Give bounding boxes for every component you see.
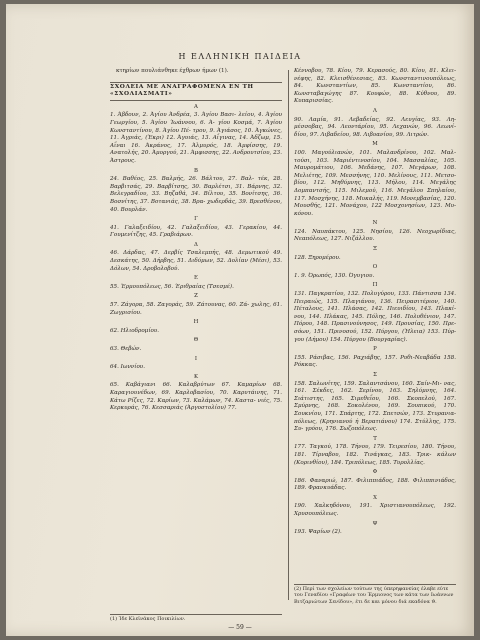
- group-entries: 63. Θεβών.: [110, 346, 142, 352]
- group-entries: 90. Λαμία, 91. Λεβαδείας, 92. Λευγίας, 93. Λη- μέσσοβας, 94. Λεοντάρίου, 95. Λεχανών, 96. Λεωνί- δίου, 97. Λιβαδείου, 98. Λιβυανίου, 99. Λιτρών.: [294, 116, 456, 138]
- group-entries: 1. Άβδουν, 2. Άγίου Άνδρέα, 3. Άγίου Βασι- λείου, 4. Άγίου Γεωργίου, 5. Άγίου Ίωάννου, 6. Ά- γίου Κοσμά, 7. Άγίου Κωνσταντίνου, 8. Άγίου Πέ- τρου, 9. Άγιάσος, 10. Άγκώνες, 11. Άγριάς, (Έκρι) 12. Άγυιάς, 13. Αΐγινας, 14. Άδζωμ, 15. Αΐναι 16. Άκράνος, 17. Άλμυρός, 18. Άμφίσσης, 19. Ανατολής, 20. Άμοργού, 21. Άμφισσης, 22. Ανδρουτσίου, 23. Άστρους.: [110, 112, 282, 164]
- group-entries: 55. Έρμουπόλεως, 56. Έριθραίας (Τσεσμέ).: [110, 283, 234, 290]
- running-header: Η ΕΛΛΗΝΙΚΗ ΠΑΙΔΕΙΑ: [178, 52, 302, 61]
- group-letter: Π: [372, 282, 378, 289]
- group-letter: Τ: [373, 435, 377, 442]
- group-letter: Ζ: [194, 293, 198, 300]
- group-alpha: [110, 104, 282, 166]
- group-psi: [294, 521, 456, 537]
- group-entries: 155. Ράσιβας, 156. Ραχιάβης, 157. Ρυθι-Νεαβάδα 158. Ρόκκας.: [294, 354, 456, 369]
- group-letter: Λ: [373, 107, 377, 114]
- footnote-left: (1) Ίδε Κλεϊνάκος Ποικιλίων.: [110, 614, 282, 622]
- group-entries: 64. Ιωννίου.: [110, 364, 145, 371]
- group-letter: Θ: [193, 337, 199, 344]
- group-omicron: [294, 264, 456, 280]
- group-letter: Χ: [373, 494, 377, 501]
- group-entries: 190. Χαλκηδόνου, 191. Χριστιανουπόλεως, 192. Χρυσουπόλεως.: [294, 503, 456, 518]
- group-lambda: [294, 108, 456, 139]
- intro-line-1: κτηρίων πουλιάνθηκε έχθρων ήμων (1).: [116, 68, 229, 74]
- group-theta: [110, 337, 282, 353]
- group-entries: 46. Δάρδας, 47. Δερβίς Τσαλεμπής, 48. Δεμωτικού 49. Δεσκάτης, 50. Δήρβης, 51. Διδύμων, 52. Δολίαν (Μέσι), 53. Δόλων, 54. Δροβολοβού.: [110, 250, 282, 272]
- group-letter: Η: [193, 319, 199, 326]
- group-kappa: [110, 374, 282, 413]
- group-letter: Ψ: [372, 520, 378, 527]
- group-sigma: [294, 372, 456, 434]
- group-entries: 57. Ζάγορα, 58. Ζαγοράς, 59. Ζάτουνας, 60. Ζά- χωλης, 61. Ζωγρισίου.: [110, 302, 282, 316]
- group-mu: [294, 141, 456, 218]
- left-column: [110, 68, 282, 414]
- group-eta: [110, 319, 282, 335]
- group-nu: [294, 220, 456, 244]
- group-entries: 1. 9. Όρωπός, 130. Όγυγιου.: [294, 272, 375, 279]
- group-letter: Ξ: [373, 246, 377, 253]
- group-tau: [294, 436, 456, 467]
- group-rho: [294, 346, 456, 370]
- group-letter: Ρ: [373, 346, 377, 353]
- section-title: ΣΧΟΛΕΙΑ ΜΕ ΑΝΑΓΡΑΦΟΜΕΝΑ ΕΝ ΤΗ «ΣΧΟΛΙΑΣΜΑΤΙ»: [110, 82, 282, 101]
- group-letter: Σ: [373, 371, 377, 378]
- group-chi: [294, 495, 456, 519]
- group-entries: 24. Βαθέος, 25. Βαλμής, 26. Βάλτου, 27. Βαλ- τέκ, 28. Βαρβιτσάς, 29. Βαρβίτσης, 30. Βαρλέτσι, 31. Βάρνης, 32. Βελεγραδίου, 33. Βηζαθά, 34. Βίλτου, 35. Βονίτσης, 36. Βοσνίτης, 37. Βοτανιάς, 38. Βρα- χωδερδάς, 39. Βρεσθένου, 40. Βουρλάν.: [110, 176, 282, 213]
- group-entries: 128. Ξηρομέρου.: [294, 254, 341, 261]
- group-letter: Γ: [194, 216, 198, 223]
- group-entries: 62. Ηλιοδρομίου.: [110, 327, 160, 334]
- group-entries: 65. Καβάγιανι 66. Καλαβρύτων 67. Καμαρίων 68. Καραγιουνέδων, 69. Καρλοβασίου, 70. Καρυτάινης, 71. Κάτω Ρίζες, 72. Καρίων, 73. Καλάμων, 74. Καστα- νιές, 75. Κερκυράς, 76. Κεσσαριάς (Άργοστολίου) 77.: [110, 382, 282, 412]
- right-column: [294, 68, 456, 538]
- group-entries: 177. Ταγκού, 178. Τήνου, 179. Τειρεσίου, 180. Τήνου, 181. Τίρναβου, 182. Τινάγκας, 183. Τρικ- κάλων (Κορινθίου), 184. Τριπόλεως, 185. Τυρολλίας.: [294, 444, 456, 466]
- group-entries: 186. Φαναριώ, 187. Φιλιππιάδος, 188. Φιλιππινιάδος, 189. Φρανκυάδας.: [294, 477, 456, 492]
- group-entries: 41. Γαλαξειδίου, 42. Γαλαξειδίου, 43. Γερακίου, 44. Γουμενίτζης, 45. Γραβιάρων.: [110, 224, 282, 239]
- column-divider: [288, 70, 289, 600]
- group-epsilon: [110, 275, 282, 291]
- group-letter: Ν: [372, 220, 378, 227]
- group-letter: Α: [194, 103, 198, 110]
- group-pi: [294, 282, 456, 344]
- group-delta: [110, 242, 282, 273]
- group-entries: 158. Σαλωνίτης, 159. Σαλαντσάνου, 160. Σαίν-Μι- νας, 161. Σέκδες, 162. Σερίνου, 163. Σηλύμνης, 164. Σιάτιστης, 165. Σιμεθεΐου, 166. Σκοπελού, 167. Σμύρνης, 168. Σοκολένου, 169. Σουπικού, 170. Σουκνίου, 171. Σπάρτης, 172. Σπετσών, 173. Στυρανια- πόλεως, (Κρηνιανού ή Βερατιάνου) 174. Στύλλης, 175. Συ- γρόου, 176. Σωζοπόλεως.: [294, 380, 456, 433]
- group-letter: Φ: [372, 469, 378, 476]
- group-beta: [110, 168, 282, 215]
- group-letter: Δ: [194, 241, 198, 248]
- footnote-right: (2) Περί των σχολείων τούτων της ύπερηφανείας έλαβε εύτε του Γεναδίου «Γραφέων του Έρμιονος των κάτα των Ιωάννων Βιτζαριώτων Σενίδου», έτι δε και μόνου διά εκαδόνα ϑ.: [294, 584, 456, 605]
- group-entries: 124. Ναυπάκτου, 125. Νησίου, 126. Νεοχωρίδιας, Νεαπόλεως, 127. Νιζάλλου.: [294, 228, 456, 243]
- document-page: [6, 4, 474, 636]
- group-entries: 100. Μαγούλιανών, 101. Μαλανδρίνου, 102. Μαλ- τούσι, 103. Μαριέντινοσίου, 104. Μασσαλίας, 105. Μαυρομάτιου, 106. Μεδάνης, 107. Μεγάρων, 108. Μελιέτης, 109. Μεσσήνης, 110. Μελίνους, 111. Μετσο- βίου, 112. Μηθύμνης, 113. Μήλου, 114. Μεγάλης Δομπαντσής, 115. Μιλεμού, 116. Μεγάλου Σπηλαίου, 117. Μοσχήνης, 118. Μυκαλής, 119. Μονεμβασίας, 120. Μουσθής, 121. Μονάχου, 122 Μοσχονησίων, 123. Μυ- κόνου.: [294, 149, 456, 217]
- group-gamma: [110, 216, 282, 240]
- continuation-entries: Κέννοβου, 78. Κίου, 79. Κερασούς, 80. Κίου, 81. Κλει- νέφης, 82. Κλεισθένεσιας, 83. Κωνσταντινουπόλεως, 84. Κωνσταντίων, 85. Κωνσταντίου, 86. Κωνσταβαγώγης 87. Κουφών, 88. Κύθνου, 89. Κυπαρισσίας.: [294, 68, 456, 105]
- group-letter: Ο: [372, 264, 378, 271]
- group-zeta: [110, 293, 282, 317]
- group-xi: [294, 246, 456, 262]
- group-letter: Β: [194, 167, 198, 174]
- group-iota: [110, 356, 282, 372]
- group-letter: Ε: [194, 275, 198, 282]
- page-number: — 59 —: [228, 624, 252, 631]
- group-letter: Ι: [194, 355, 198, 362]
- group-phi: [294, 469, 456, 493]
- group-entries: 193. Ψαρίων (2).: [294, 529, 342, 536]
- group-letter: Μ: [372, 141, 378, 148]
- group-letter: Κ: [193, 373, 199, 380]
- group-entries: 131. Παγκρατίου, 132. Πολυγύρου, 133. Πάντισσα 134. Πειραιώς, 135. Πλαγιάνου, 136. Πειρασιτέριον, 140. Πέταλους, 141. Πλάσας, 142. Πιευιδίου, 143. Πλακί- νου, 144. Πλάκας, 145. Πόλης, 146. Πολυθένιον, 147. Πόρου, 148. Πρασινούνησος, 149. Προυσίας, 150. Πρε- σόων, 151. Πρινοσού, 152. Πύργου, (Ήλεια) 153. Πύρ- γου (Δήμου) 154. Πύργου (Βουργαρίας).: [294, 291, 456, 343]
